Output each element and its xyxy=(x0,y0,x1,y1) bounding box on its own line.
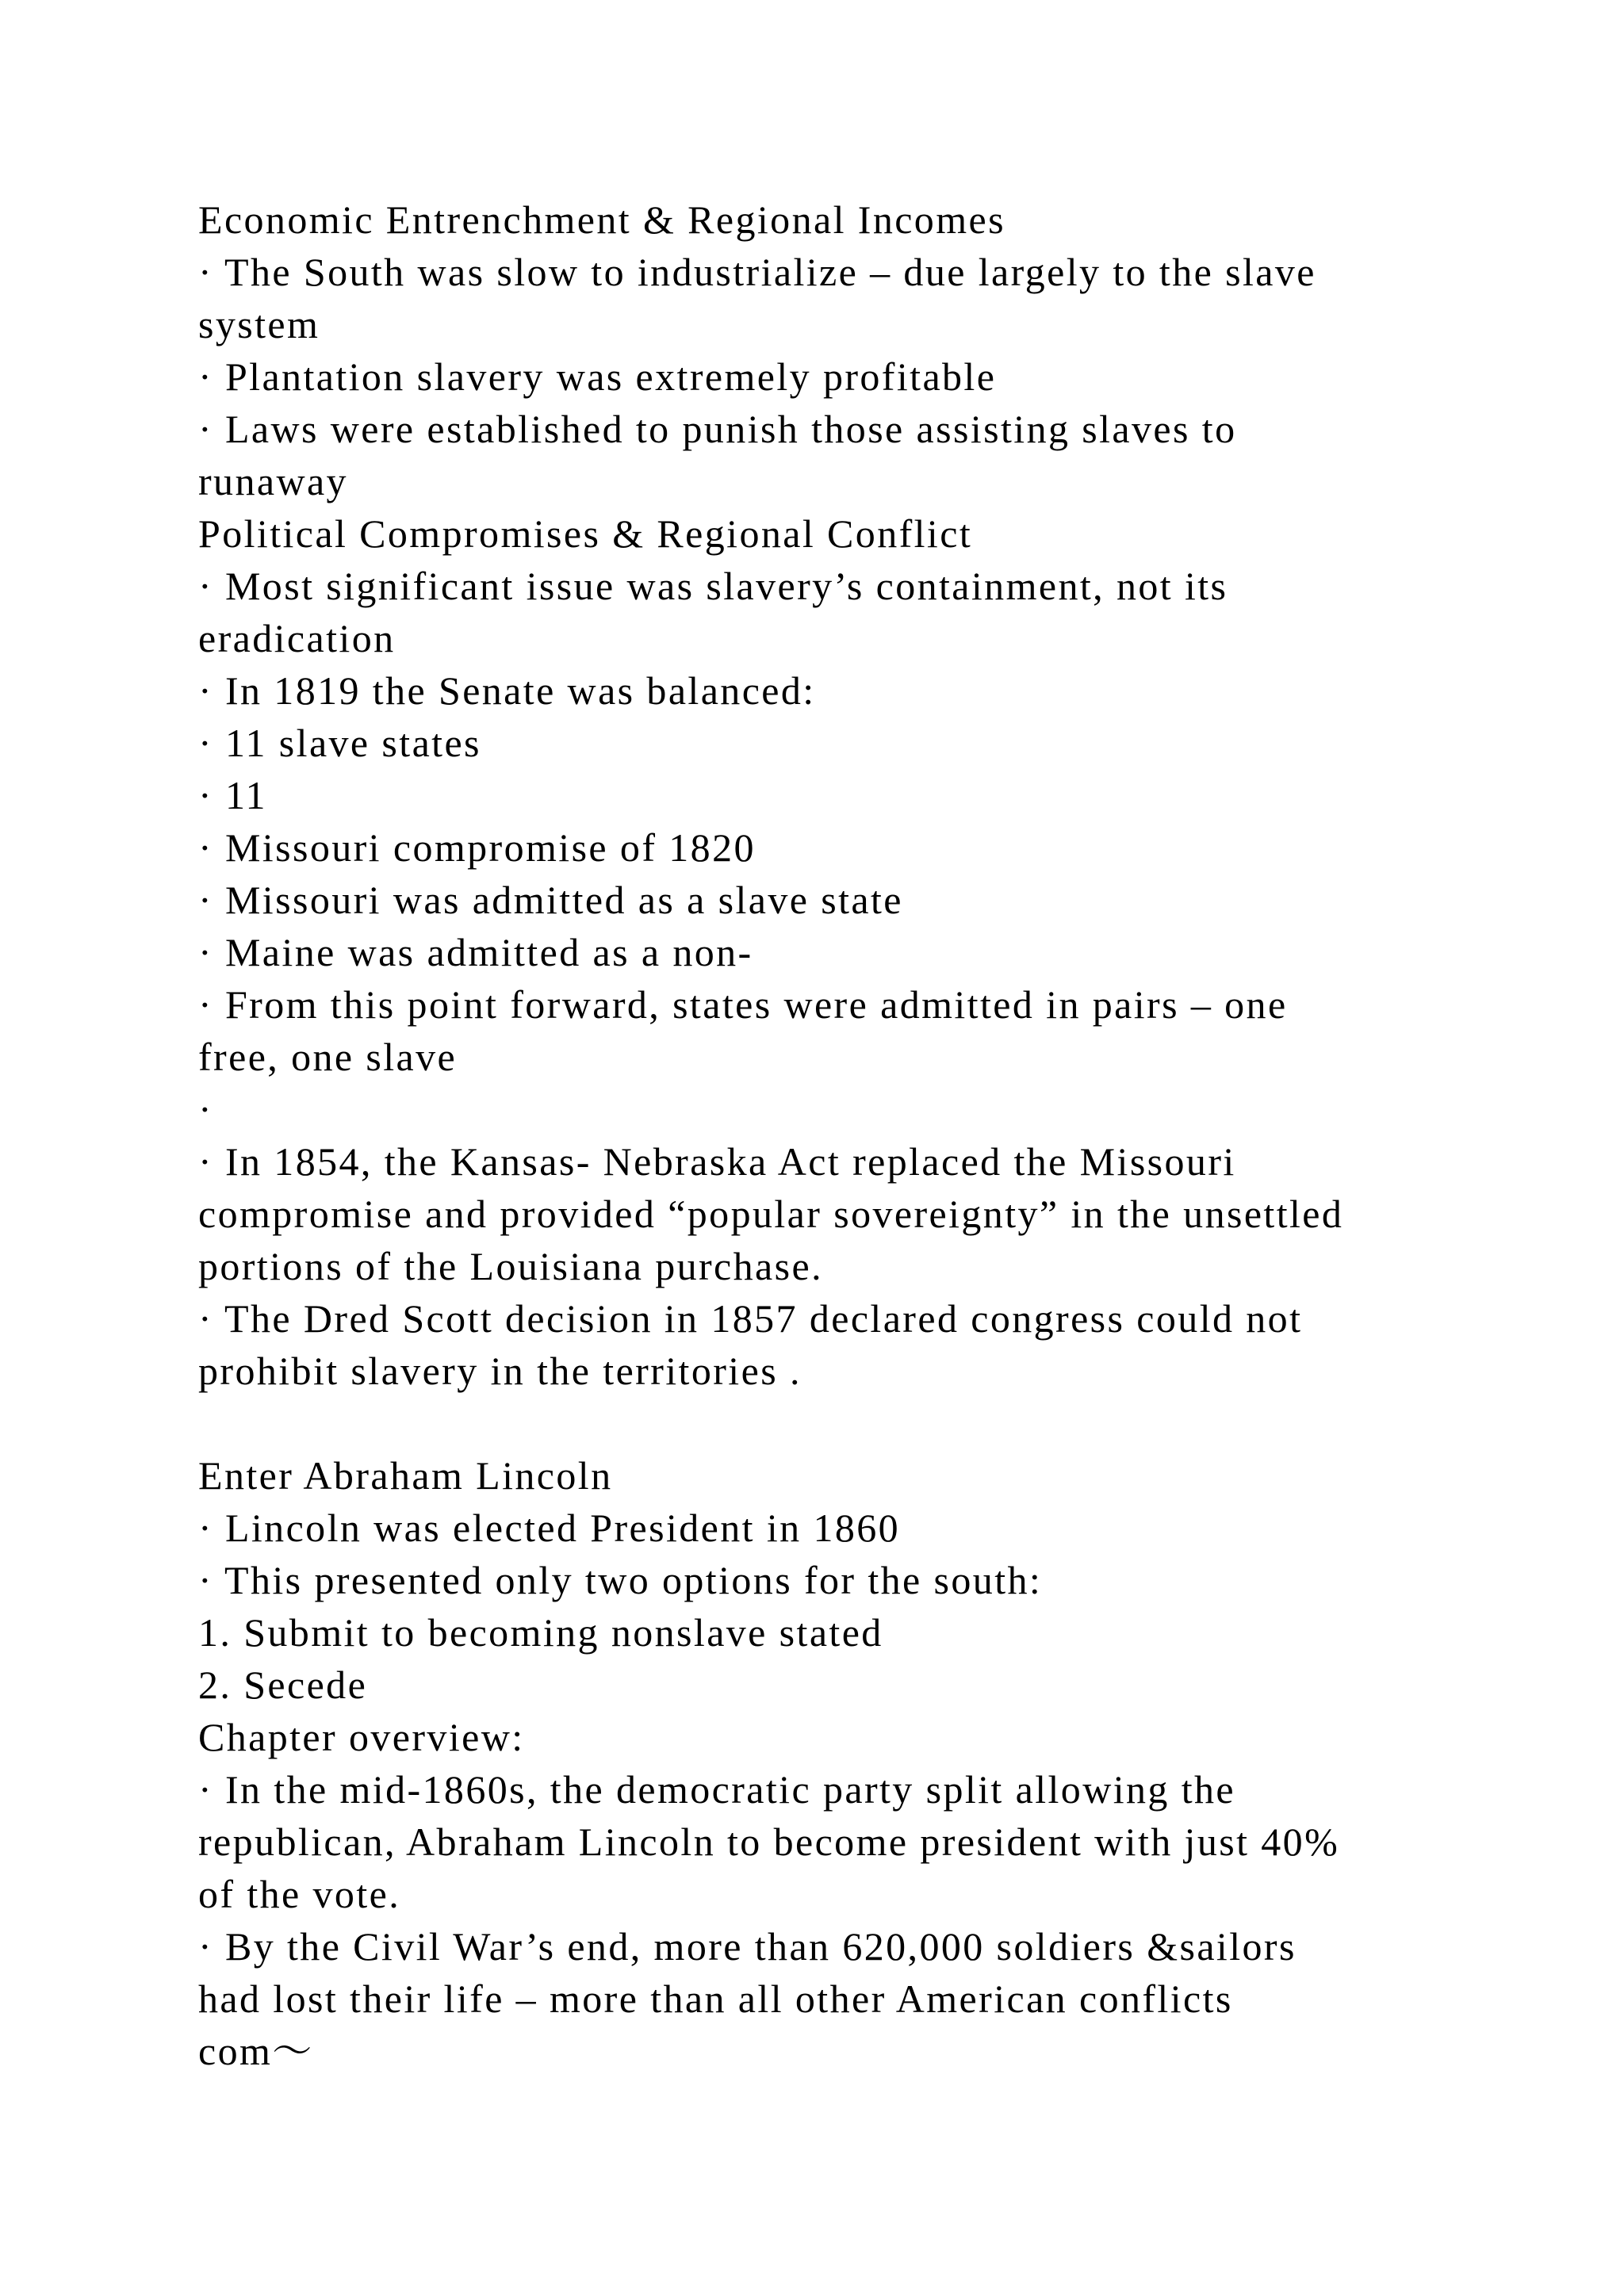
bullet-line: · The South was slow to industrialize – due largely to the slave xyxy=(198,250,1316,294)
bullet-line: · From this point forward, states were admitted in pairs – one xyxy=(198,982,1288,1027)
text-line: had lost their life – more than all other American conflicts xyxy=(198,1976,1233,2021)
text-line: runaway xyxy=(198,459,348,503)
section-heading: Chapter overview: xyxy=(198,1715,525,1759)
document-text xyxy=(198,193,1483,2077)
text-line: portions of the Louisiana purchase. xyxy=(198,1244,823,1288)
bullet-line: · xyxy=(198,1087,214,1131)
blank-line xyxy=(198,1397,1483,1449)
text-line: compromise and provided “popular sovereignty” in the unsettled xyxy=(198,1192,1344,1236)
text-line: prohibit slavery in the territories . xyxy=(198,1349,802,1393)
text-line: system xyxy=(198,302,320,346)
bullet-line: · Laws were established to punish those assisting slaves to xyxy=(198,407,1237,451)
text-line: com〜 xyxy=(198,2029,314,2073)
bullet-line: · 11 slave states xyxy=(198,721,481,765)
text-line: of the vote. xyxy=(198,1872,401,1916)
bullet-line: · This presented only two options for the south: xyxy=(198,1558,1043,1602)
text-line: free, one slave xyxy=(198,1035,458,1079)
bullet-line: · Plantation slavery was extremely profitable xyxy=(198,354,997,399)
text-line: republican, Abraham Lincoln to become president with just 40% xyxy=(198,1820,1340,1864)
section-heading: Enter Abraham Lincoln xyxy=(198,1453,613,1498)
bullet-line: · Lincoln was elected President in 1860 xyxy=(198,1506,901,1550)
bullet-line: · The Dred Scott decision in 1857 declared congress could not xyxy=(198,1296,1303,1341)
bullet-line: · Missouri compromise of 1820 xyxy=(198,825,756,870)
bullet-line: · Maine was admitted as a non- xyxy=(198,930,753,974)
bullet-line: · By the Civil War’s end, more than 620,000 soldiers &sailors xyxy=(198,1924,1297,1969)
numbered-item: 2. Secede xyxy=(198,1663,368,1707)
numbered-item: 1. Submit to becoming nonslave stated xyxy=(198,1610,883,1655)
bullet-line: · Most significant issue was slavery’s containment, not its xyxy=(198,564,1228,608)
bullet-line: · Missouri was admitted as a slave state xyxy=(198,878,903,922)
section-heading: Political Compromises & Regional Conflict xyxy=(198,511,973,556)
bullet-line: · In 1819 the Senate was balanced: xyxy=(198,668,816,713)
bullet-line: · In the mid-1860s, the democratic party split allowing the xyxy=(198,1767,1235,1812)
bullet-line: · In 1854, the Kansas- Nebraska Act replaced the Missouri xyxy=(198,1139,1236,1184)
bullet-line: · 11 xyxy=(198,773,267,817)
section-heading: Economic Entrenchment & Regional Incomes xyxy=(198,197,1005,242)
text-line: eradication xyxy=(198,616,396,660)
